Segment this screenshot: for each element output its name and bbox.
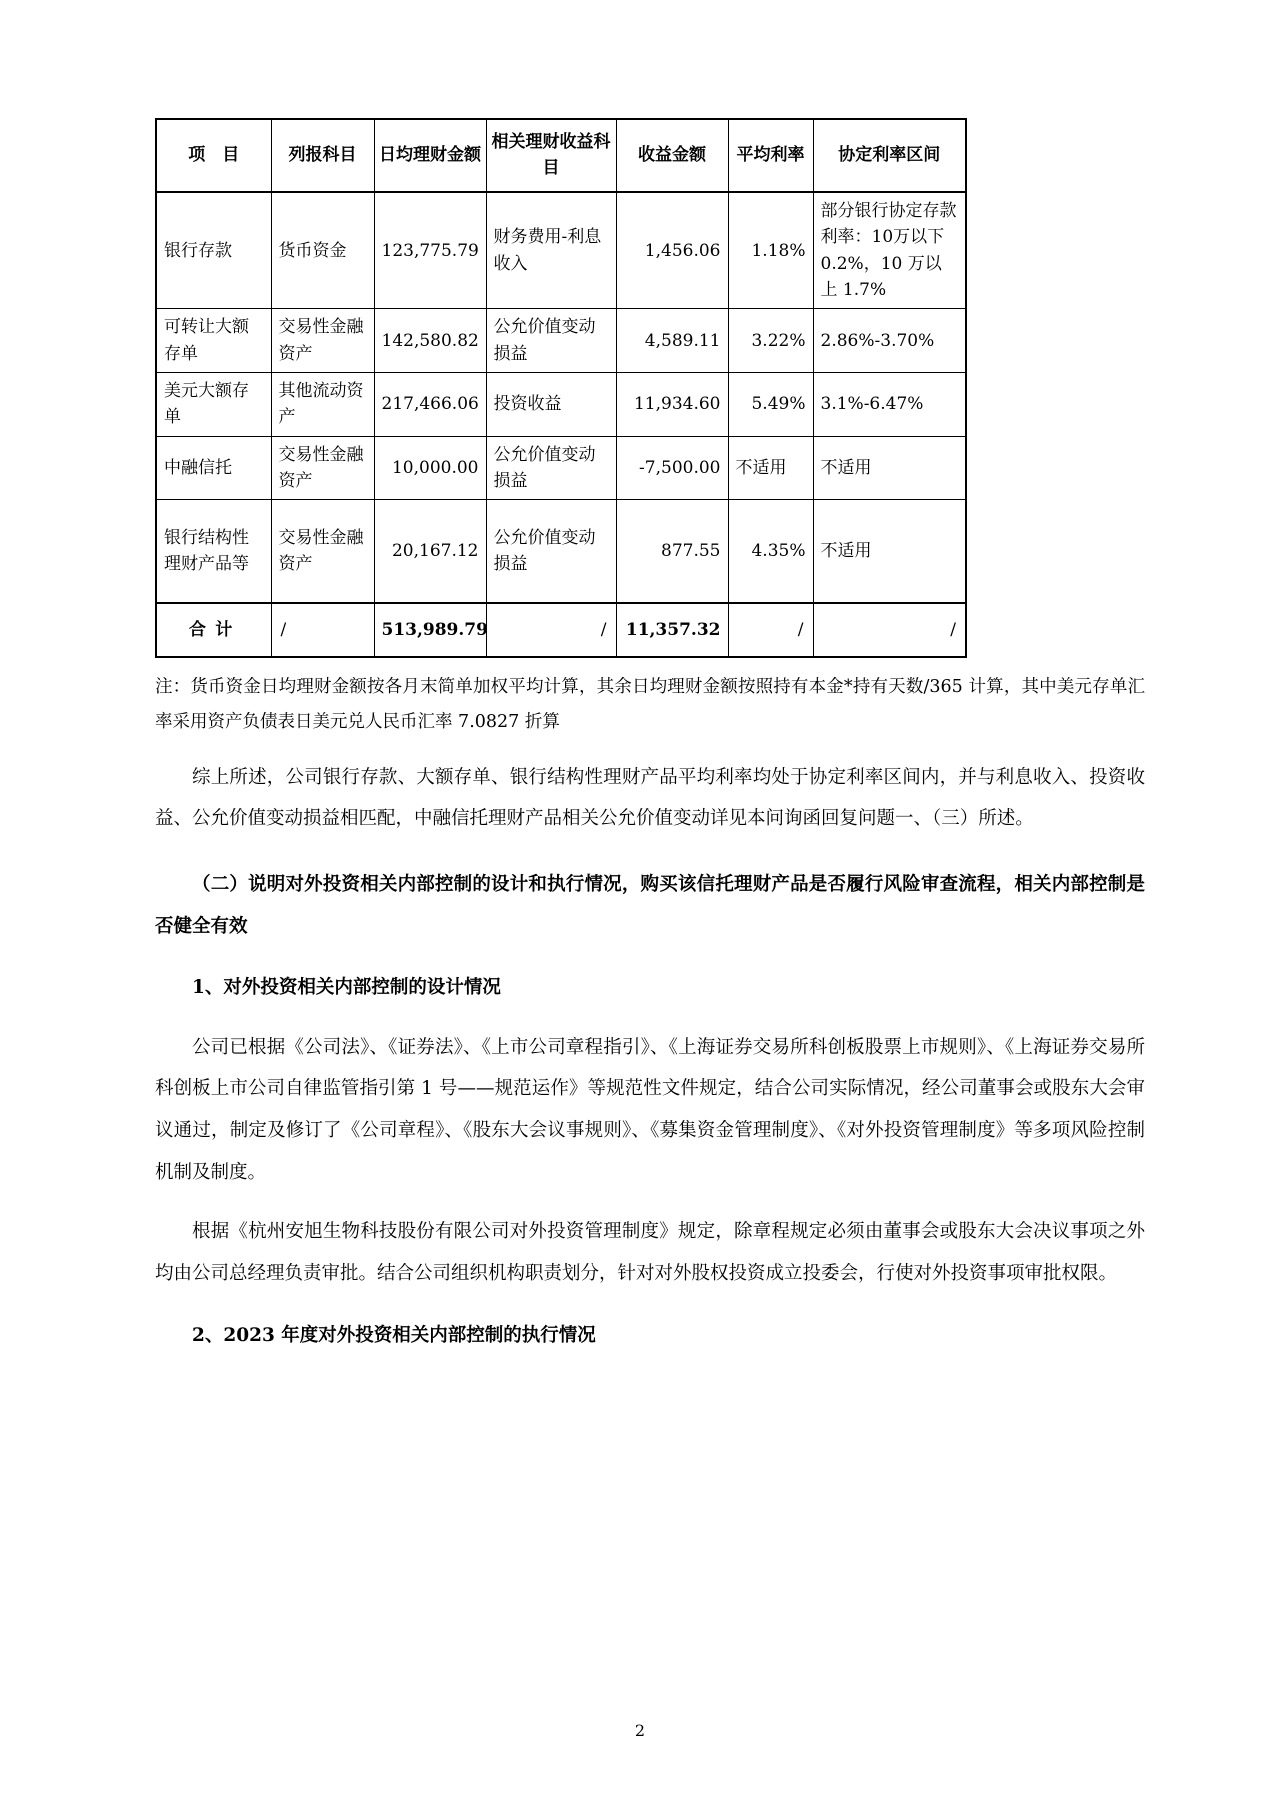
cell-avg-amount: 142,580.82: [374, 309, 486, 373]
column-header-avg-amount: 日均理财金额: [374, 119, 486, 192]
cell-account: 货币资金: [271, 192, 374, 309]
cell-account: 其他流动资产: [271, 373, 374, 437]
column-header-account: 列报科目: [271, 119, 374, 192]
table-row: [156, 436, 966, 500]
cell-item: 银行存款: [156, 192, 271, 309]
cell-income-account: 公允价值变动损益: [486, 500, 616, 604]
cell-account: 交易性金融资产: [271, 500, 374, 604]
cell-total-avg-amount: 513,989.79: [374, 603, 486, 657]
cell-avg-rate: 1.18%: [728, 192, 813, 309]
cell-avg-rate: 4.35%: [728, 500, 813, 604]
cell-item: 银行结构性理财产品等: [156, 500, 271, 604]
cell-total-account: /: [271, 603, 374, 657]
cell-item: 美元大额存单: [156, 373, 271, 437]
cell-avg-rate: 5.49%: [728, 373, 813, 437]
table-total-row: [156, 603, 966, 657]
cell-income-account: 投资收益: [486, 373, 616, 437]
cell-account: 交易性金融资产: [271, 309, 374, 373]
table-body: [156, 192, 966, 657]
table-header: [156, 119, 966, 192]
financial-table: [155, 118, 967, 658]
cell-total-income-account: /: [486, 603, 616, 657]
column-header-item: 项 目: [156, 119, 271, 192]
cell-income-account: 公允价值变动损益: [486, 309, 616, 373]
cell-avg-rate: 3.22%: [728, 309, 813, 373]
cell-rate-range: 3.1%-6.47%: [813, 373, 966, 437]
subheading-design: 1、对外投资相关内部控制的设计情况: [192, 977, 501, 999]
cell-rate-range: 2.86%-3.70%: [813, 309, 966, 373]
section-heading: （二）说明对外投资相关内部控制的设计和执行情况，购买该信托理财产品是否履行风险审查流程，相关内部控制是否健全有效: [155, 873, 1145, 937]
table-row: [156, 500, 966, 604]
summary-paragraph: 综上所述，公司银行存款、大额存单、银行结构性理财产品平均利率均处于协定利率区间内，并与利息收入、投资收益、公允价值变动损益相匹配，中融信托理财产品相关公允价值变动详见本问询函回复问题一、（三）所述。: [155, 766, 1145, 830]
paragraph-approval: 根据《杭州安旭生物科技股份有限公司对外投资管理制度》规定，除章程规定必须由董事会或股东大会决议事项之外均由公司总经理负责审批。结合公司组织机构职责划分，针对对外股权投资成立投委会，行使对外投资事项审批权限。: [155, 1221, 1145, 1284]
column-header-avg-rate: 平均利率: [728, 119, 813, 192]
cell-rate-range: 不适用: [813, 500, 966, 604]
cell-rate-range: 不适用: [813, 436, 966, 500]
cell-item: 中融信托: [156, 436, 271, 500]
subheading-execution: 2、2023 年度对外投资相关内部控制的执行情况: [192, 1324, 596, 1346]
cell-income-amount: 11,934.60: [616, 373, 728, 437]
cell-avg-amount: 217,466.06: [374, 373, 486, 437]
cell-income-amount: -7,500.00: [616, 436, 728, 500]
page-number: 2: [634, 1721, 646, 1740]
cell-avg-amount: 123,775.79: [374, 192, 486, 309]
table-row: [156, 309, 966, 373]
column-header-income-amount: 收益金额: [616, 119, 728, 192]
cell-income-amount: 1,456.06: [616, 192, 728, 309]
column-header-rate-range: 协定利率区间: [813, 119, 966, 192]
cell-rate-range: 部分银行协定存款利率：10万以下 0.2%，10 万以上 1.7%: [813, 192, 966, 309]
cell-avg-amount: 10,000.00: [374, 436, 486, 500]
table-row: [156, 192, 966, 309]
cell-income-account: 财务费用-利息收入: [486, 192, 616, 309]
cell-income-amount: 4,589.11: [616, 309, 728, 373]
cell-item: 可转让大额存单: [156, 309, 271, 373]
cell-total-income-amount: 11,357.32: [616, 603, 728, 657]
cell-avg-amount: 20,167.12: [374, 500, 486, 604]
paragraph-regulations: 公司已根据《公司法》、《证券法》、《上市公司章程指引》、《上海证券交易所科创板股票上市规则》、《上海证券交易所科创板上市公司自律监管指引第 1 号——规范运作》等规范性文件规定，结合公司实际情况，经公司董事会或股东大会审议通过，制定及修订了《公司章程》、《股东大会议事规则》、《募集资金管理制度》、《对外投资管理制度》等多项风险控制机制及制度。: [155, 1036, 1145, 1183]
cell-total-avg-rate: /: [728, 603, 813, 657]
cell-total-rate-range: /: [813, 603, 966, 657]
cell-total-label: 合计: [156, 603, 271, 657]
table-row: [156, 373, 966, 437]
table-note: 注：货币资金日均理财金额按各月末简单加权平均计算，其余日均理财金额按照持有本金*持有天数/365 计算，其中美元存单汇率采用资产负债表日美元兑人民币汇率 7.0827 折算: [155, 677, 1145, 732]
cell-income-amount: 877.55: [616, 500, 728, 604]
cell-income-account: 公允价值变动损益: [486, 436, 616, 500]
table-header-row: [156, 119, 966, 192]
cell-account: 交易性金融资产: [271, 436, 374, 500]
cell-avg-rate: 不适用: [728, 436, 813, 500]
column-header-income-account: 相关理财收益科目: [486, 119, 616, 192]
